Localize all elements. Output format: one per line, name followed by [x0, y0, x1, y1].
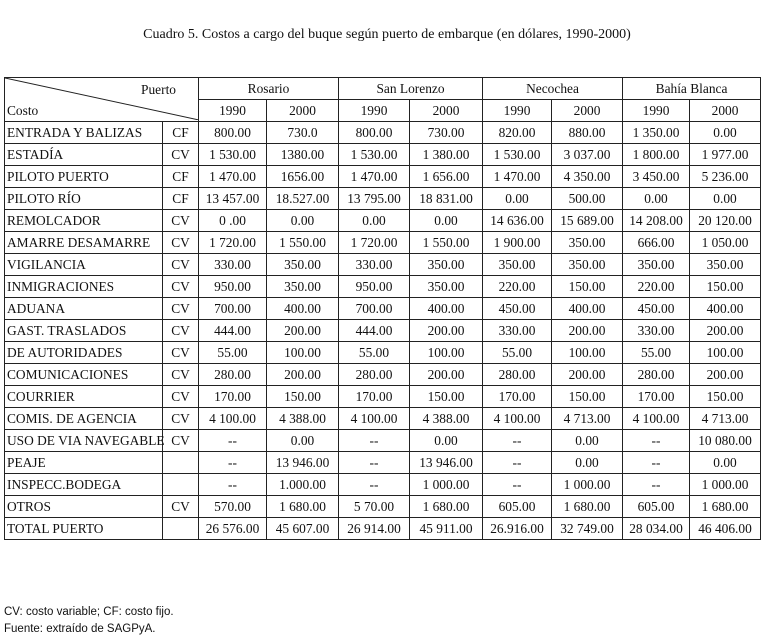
cost-value: 150.00 [552, 386, 623, 408]
table-row [5, 298, 761, 320]
cost-label: ESTADÍA [5, 144, 163, 166]
table-row [5, 518, 761, 540]
cost-label: ADUANA [5, 298, 163, 320]
cost-value: 330.00 [483, 320, 552, 342]
cost-value: 1 000.00 [690, 474, 761, 496]
footer-legend: CV: costo variable; CF: costo fijo. [4, 606, 174, 618]
port-header-necochea: Necochea [483, 78, 623, 100]
cost-value: 730.0 [267, 122, 339, 144]
cost-value: 0 .00 [199, 210, 267, 232]
cost-value: 0.00 [623, 188, 690, 210]
year-header: 2000 [410, 100, 483, 122]
cost-value: 150.00 [410, 386, 483, 408]
cost-label: COMIS. DE AGENCIA [5, 408, 163, 430]
cost-value: 1 350.00 [623, 122, 690, 144]
cost-type: CV [163, 430, 199, 452]
cost-value: 150.00 [690, 276, 761, 298]
cost-label: GAST. TRASLADOS [5, 320, 163, 342]
table-row [5, 408, 761, 430]
cost-value: 0.00 [410, 210, 483, 232]
cost-label: TOTAL PUERTO [5, 518, 163, 540]
cost-type: CV [163, 408, 199, 430]
cost-value: 400.00 [552, 298, 623, 320]
cost-type: CV [163, 144, 199, 166]
cost-value: 0.00 [552, 452, 623, 474]
cost-value: 1 550.00 [267, 232, 339, 254]
cost-value: 1 000.00 [410, 474, 483, 496]
cost-value: 26 576.00 [199, 518, 267, 540]
cost-label: DE AUTORIDADES [5, 342, 163, 364]
cost-value: 1 530.00 [339, 144, 410, 166]
cost-value: 0.00 [410, 430, 483, 452]
cost-value: 730.00 [410, 122, 483, 144]
cost-value: 14 208.00 [623, 210, 690, 232]
cost-value: 200.00 [552, 320, 623, 342]
cost-value: -- [339, 452, 410, 474]
cost-value: 400.00 [410, 298, 483, 320]
year-header: 1990 [623, 100, 690, 122]
table-row [5, 276, 761, 298]
cost-type: CV [163, 342, 199, 364]
port-header-bahia-blanca: Bahía Blanca [623, 78, 761, 100]
cost-value: 200.00 [552, 364, 623, 386]
cost-value: 280.00 [339, 364, 410, 386]
cost-value: 0.00 [483, 188, 552, 210]
cost-value: 45 607.00 [267, 518, 339, 540]
cost-type: CF [163, 166, 199, 188]
cost-value: 10 080.00 [690, 430, 761, 452]
cost-value: 13 946.00 [267, 452, 339, 474]
table-row [5, 166, 761, 188]
cost-value: 1 977.00 [690, 144, 761, 166]
cost-value: 0.00 [690, 452, 761, 474]
cost-value: 55.00 [339, 342, 410, 364]
cost-type: CV [163, 496, 199, 518]
cost-value: 46 406.00 [690, 518, 761, 540]
cost-value: 170.00 [483, 386, 552, 408]
cost-value: 1 470.00 [199, 166, 267, 188]
year-header: 2000 [690, 100, 761, 122]
cost-value: 330.00 [199, 254, 267, 276]
cost-value: 100.00 [552, 342, 623, 364]
cost-value: 200.00 [267, 320, 339, 342]
cost-value: 4 388.00 [410, 408, 483, 430]
cost-value: 0.00 [267, 210, 339, 232]
cost-type: CV [163, 232, 199, 254]
cost-type: CV [163, 298, 199, 320]
cost-value: 55.00 [483, 342, 552, 364]
cost-value: 100.00 [267, 342, 339, 364]
cost-label: INSPECC.BODEGA [5, 474, 163, 496]
puerto-label: Puerto [141, 82, 176, 97]
cost-label: COURRIER [5, 386, 163, 408]
cost-value: 1 380.00 [410, 144, 483, 166]
cost-value: 4 100.00 [623, 408, 690, 430]
cost-type: CV [163, 210, 199, 232]
year-header: 1990 [199, 100, 267, 122]
cost-value: 350.00 [552, 254, 623, 276]
cost-value: 1 800.00 [623, 144, 690, 166]
year-header: 2000 [552, 100, 623, 122]
cost-value: 0.00 [690, 188, 761, 210]
table-row [5, 144, 761, 166]
cost-label: VIGILANCIA [5, 254, 163, 276]
cost-value: 170.00 [623, 386, 690, 408]
cost-value: -- [339, 430, 410, 452]
cost-label: OTROS [5, 496, 163, 518]
cost-value: 0.00 [690, 122, 761, 144]
cost-value: 350.00 [267, 254, 339, 276]
cost-value: 400.00 [267, 298, 339, 320]
cost-value: 0.00 [267, 430, 339, 452]
cost-value: 280.00 [199, 364, 267, 386]
cost-value: 820.00 [483, 122, 552, 144]
cost-value: 1 530.00 [199, 144, 267, 166]
cost-value: 1 720.00 [199, 232, 267, 254]
cost-value: 1 720.00 [339, 232, 410, 254]
cost-value: 13 946.00 [410, 452, 483, 474]
cost-value: 170.00 [199, 386, 267, 408]
year-header: 1990 [339, 100, 410, 122]
year-header: 2000 [267, 100, 339, 122]
cost-value: 4 350.00 [552, 166, 623, 188]
cost-value: 100.00 [410, 342, 483, 364]
cost-value: 220.00 [623, 276, 690, 298]
cost-value: 4 100.00 [199, 408, 267, 430]
cost-value: 26 914.00 [339, 518, 410, 540]
cost-type: CV [163, 320, 199, 342]
cost-type [163, 474, 199, 496]
cost-value: 3 037.00 [552, 144, 623, 166]
table-row [5, 210, 761, 232]
cost-value: 444.00 [199, 320, 267, 342]
table-row [5, 320, 761, 342]
cost-value: 4 388.00 [267, 408, 339, 430]
cost-type: CF [163, 122, 199, 144]
cost-value: 280.00 [483, 364, 552, 386]
table-row [5, 342, 761, 364]
cost-value: 350.00 [623, 254, 690, 276]
cost-value: 55.00 [623, 342, 690, 364]
port-header-rosario: Rosario [199, 78, 339, 100]
cost-type: CV [163, 386, 199, 408]
table-row [5, 232, 761, 254]
cost-value: 200.00 [410, 320, 483, 342]
cost-type: CV [163, 364, 199, 386]
cost-value: 200.00 [690, 320, 761, 342]
cost-value: 1 470.00 [339, 166, 410, 188]
cost-value: -- [483, 474, 552, 496]
cost-value: -- [199, 452, 267, 474]
cost-value: 666.00 [623, 232, 690, 254]
cost-value: 200.00 [267, 364, 339, 386]
cost-value: 220.00 [483, 276, 552, 298]
table-row [5, 430, 761, 452]
cost-value: 18.527.00 [267, 188, 339, 210]
cost-value: 605.00 [483, 496, 552, 518]
cost-value: 150.00 [267, 386, 339, 408]
cost-value: 5 236.00 [690, 166, 761, 188]
cost-value: 200.00 [410, 364, 483, 386]
cost-value: 150.00 [690, 386, 761, 408]
cost-label: PILOTO RÍO [5, 188, 163, 210]
cost-value: 20 120.00 [690, 210, 761, 232]
cost-label: USO DE VIA NAVEGABLE [5, 430, 163, 452]
cost-value: 350.00 [267, 276, 339, 298]
cost-value: 1 530.00 [483, 144, 552, 166]
table-row [5, 254, 761, 276]
footer-source: Fuente: extraído de SAGPyA. [4, 623, 156, 635]
table-row [5, 364, 761, 386]
cost-value: 700.00 [339, 298, 410, 320]
cost-value: 1 680.00 [267, 496, 339, 518]
cost-value: 350.00 [410, 254, 483, 276]
cost-type: CV [163, 254, 199, 276]
cost-value: 450.00 [623, 298, 690, 320]
cost-value: 1 656.00 [410, 166, 483, 188]
cost-value: 500.00 [552, 188, 623, 210]
cost-value: 1.000.00 [267, 474, 339, 496]
table-row [5, 474, 761, 496]
cost-value: 880.00 [552, 122, 623, 144]
cost-value: 100.00 [690, 342, 761, 364]
cost-value: 1 550.00 [410, 232, 483, 254]
cost-value: 400.00 [690, 298, 761, 320]
cost-value: 14 636.00 [483, 210, 552, 232]
cost-type [163, 452, 199, 474]
cost-value: 170.00 [339, 386, 410, 408]
cost-label: COMUNICACIONES [5, 364, 163, 386]
cost-value: 1656.00 [267, 166, 339, 188]
cost-value: 1 900.00 [483, 232, 552, 254]
cost-value: 18 831.00 [410, 188, 483, 210]
cost-value: -- [483, 452, 552, 474]
cost-label: INMIGRACIONES [5, 276, 163, 298]
cost-value: 570.00 [199, 496, 267, 518]
cost-value: 13 457.00 [199, 188, 267, 210]
cost-value: 950.00 [199, 276, 267, 298]
table-body [5, 122, 761, 540]
cost-value: 0.00 [339, 210, 410, 232]
cost-value: 0.00 [552, 430, 623, 452]
cost-value: 4 100.00 [483, 408, 552, 430]
cost-type: CV [163, 276, 199, 298]
cost-value: 55.00 [199, 342, 267, 364]
table-row [5, 386, 761, 408]
cost-type: CF [163, 188, 199, 210]
cost-label: REMOLCADOR [5, 210, 163, 232]
cost-value: -- [199, 430, 267, 452]
cost-value: 1 470.00 [483, 166, 552, 188]
cost-label: PEAJE [5, 452, 163, 474]
cost-value: 450.00 [483, 298, 552, 320]
corner-header [5, 78, 199, 122]
cost-value: 800.00 [199, 122, 267, 144]
cost-value: 26.916.00 [483, 518, 552, 540]
costo-label: Costo [7, 103, 39, 118]
cost-value: 280.00 [623, 364, 690, 386]
cost-value: 350.00 [552, 232, 623, 254]
table-row [5, 122, 761, 144]
cost-value: 5 70.00 [339, 496, 410, 518]
cost-value: -- [199, 474, 267, 496]
table-caption: Cuadro 5. Costos a cargo del buque según puerto de embarque (en dólares, 1990-2000) [143, 27, 631, 42]
cost-table [4, 77, 761, 540]
cost-value: 4 713.00 [552, 408, 623, 430]
cost-value: 4 100.00 [339, 408, 410, 430]
table-row [5, 188, 761, 210]
cost-value: 1 680.00 [410, 496, 483, 518]
cost-type [163, 518, 199, 540]
cost-value: -- [483, 430, 552, 452]
cost-value: 950.00 [339, 276, 410, 298]
table-row [5, 452, 761, 474]
cost-value: 32 749.00 [552, 518, 623, 540]
cost-value: 350.00 [483, 254, 552, 276]
cost-value: 700.00 [199, 298, 267, 320]
cost-value: -- [623, 430, 690, 452]
cost-value: 330.00 [623, 320, 690, 342]
cost-value: 1380.00 [267, 144, 339, 166]
cost-value: 13 795.00 [339, 188, 410, 210]
cost-value: 200.00 [690, 364, 761, 386]
cost-value: 330.00 [339, 254, 410, 276]
cost-value: -- [339, 474, 410, 496]
cost-value: -- [623, 474, 690, 496]
cost-value: 1 050.00 [690, 232, 761, 254]
cost-value: 45 911.00 [410, 518, 483, 540]
year-header: 1990 [483, 100, 552, 122]
cost-value: 350.00 [690, 254, 761, 276]
cost-value: 444.00 [339, 320, 410, 342]
cost-value: 28 034.00 [623, 518, 690, 540]
cost-label: PILOTO PUERTO [5, 166, 163, 188]
cost-value: 15 689.00 [552, 210, 623, 232]
cost-label: ENTRADA Y BALIZAS [5, 122, 163, 144]
cost-value: 350.00 [410, 276, 483, 298]
cost-value: -- [623, 452, 690, 474]
cost-value: 4 713.00 [690, 408, 761, 430]
cost-value: 1 680.00 [690, 496, 761, 518]
cost-value: 150.00 [552, 276, 623, 298]
port-header-san-lorenzo: San Lorenzo [339, 78, 483, 100]
cost-value: 1 680.00 [552, 496, 623, 518]
cost-label: AMARRE DESAMARRE [5, 232, 163, 254]
cost-value: 800.00 [339, 122, 410, 144]
cost-value: 1 000.00 [552, 474, 623, 496]
cost-value: 3 450.00 [623, 166, 690, 188]
cost-value: 605.00 [623, 496, 690, 518]
table-row [5, 496, 761, 518]
